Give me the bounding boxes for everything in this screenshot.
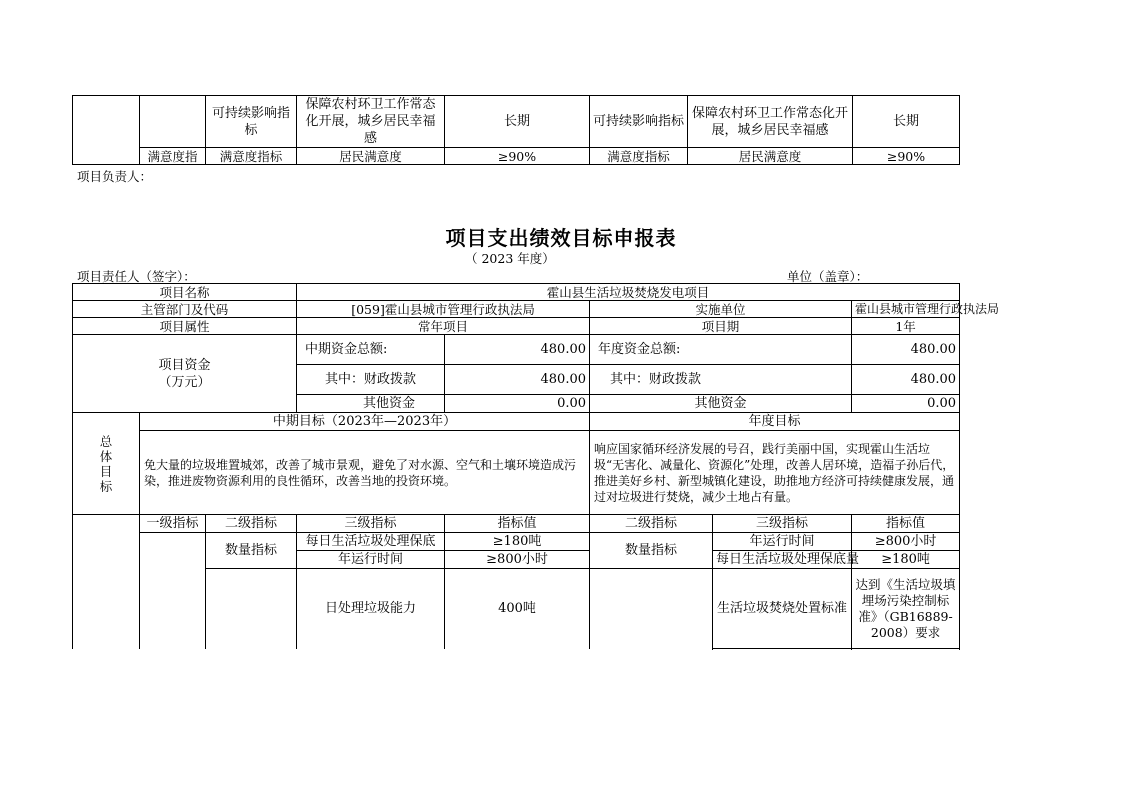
responsible-signature-label: 项目责任人（签字）： <box>77 269 196 284</box>
year-indicator-value: ≥180吨 <box>852 551 960 569</box>
mid-indicator-value: ≥180吨 <box>445 533 590 551</box>
blank-cell <box>590 569 713 649</box>
indicator-level3: 保障农村环卫工作常态化开展，城乡居民幸福感 <box>297 96 445 148</box>
dept-value: [059]霍山县城市管理行政执法局 <box>297 301 590 318</box>
mid-total-value: 480.00 <box>445 335 590 365</box>
project-attr-label: 项目属性 <box>73 318 297 335</box>
overall-char: 总 <box>99 433 113 449</box>
continuation-table <box>72 95 960 165</box>
mid-indicator-name: 每日生活垃圾处理保底 <box>297 533 445 551</box>
project-fund-label <box>73 335 297 413</box>
unit-seal-label: 单位（盖章）： <box>787 269 869 284</box>
year-indicator-value: ≥800小时 <box>852 533 960 551</box>
indicator-level3: 保障农村环卫工作常态化开展，城乡居民幸福感 <box>688 96 853 148</box>
year-other-label: 其他资金 <box>590 395 852 413</box>
header-value-year: 指标值 <box>852 515 960 533</box>
year-goal-text: 响应国家循环经济发展的号召，践行美丽中国，实现霍山生活垃圾“无害化、减量化、资源化”处理，改善人居环境，造福子孙后代，推进美好乡村、新型城镇化建设，助推地方经济可持续健康发展，通过对垃圾进行焚烧，减少土地占有量。 <box>590 431 960 515</box>
mid-other-label: 其他资金 <box>297 395 445 413</box>
header-level3-mid: 三级指标 <box>297 515 445 533</box>
blank-cell <box>73 96 140 148</box>
indicator-value: ≥90% <box>853 148 960 165</box>
year-goal-header: 年度目标 <box>590 413 960 431</box>
project-name-value: 霍山县生活垃圾焚烧发电项目 <box>297 284 960 301</box>
indicator-level2: 满意度指标 <box>590 148 688 165</box>
project-attr-value: 常年项目 <box>297 318 590 335</box>
qty-indicator-year: 数量指标 <box>590 533 713 569</box>
mid-fiscal-value: 480.00 <box>445 365 590 395</box>
page-title: 项目支出绩效目标申报表 <box>445 226 677 250</box>
overall-char: 标 <box>99 478 113 494</box>
indicator-level3: 居民满意度 <box>688 148 853 165</box>
dept-label: 主管部门及代码 <box>73 301 297 318</box>
project-owner-label: 项目负责人： <box>77 169 153 184</box>
year-indicator-name: 年运行时间 <box>713 533 852 551</box>
mid-total-label: 中期资金总额: <box>297 335 445 365</box>
blank-cell <box>73 148 140 165</box>
overall-char: 体 <box>99 448 113 464</box>
mid-indicator-value: ≥800小时 <box>445 551 590 569</box>
header-level3-year: 三级指标 <box>713 515 852 533</box>
indicator-value: 长期 <box>445 96 590 148</box>
header-level2-year: 二级指标 <box>590 515 713 533</box>
project-period-value: 1年 <box>852 318 960 335</box>
fund-label-unit: （万元） <box>158 374 211 390</box>
blank-cell <box>206 569 297 649</box>
year-other-value: 0.00 <box>852 395 960 413</box>
overall-goal-label <box>73 413 140 515</box>
indicator-value: 长期 <box>853 96 960 148</box>
mid-other-value: 0.00 <box>445 395 590 413</box>
mid-indicator-value: 400吨 <box>445 569 590 649</box>
fund-label-line: 项目资金 <box>158 357 211 373</box>
project-name-label: 项目名称 <box>73 284 297 301</box>
indicator-level2: 可持续影响指标 <box>590 96 688 148</box>
year-total-value: 480.00 <box>852 335 960 365</box>
level1-output-cell <box>140 533 206 649</box>
mid-goal-text: 免大量的垃圾堆置城郊，改善了城市景观，避免了对水源、空气和土壤环境造成污染，推进废物资源利用的良性循环，改善当地的投资环境。 <box>140 431 590 515</box>
project-period-label: 项目期 <box>590 318 852 335</box>
header-value-mid: 指标值 <box>445 515 590 533</box>
indicator-level3: 居民满意度 <box>297 148 445 165</box>
impl-unit-label: 实施单位 <box>590 301 852 318</box>
qty-indicator-mid: 数量指标 <box>206 533 297 569</box>
mid-fiscal-label: 其中：财政拨款 <box>297 365 445 395</box>
performance-indicator-label <box>73 515 140 649</box>
year-label: （ 2023 年度） <box>465 251 555 266</box>
year-indicator-value: 达到《生活垃圾填埋场污染控制标准》（GB16889-2008）要求 <box>852 569 960 649</box>
indicator-level2: 可持续影响指标 <box>206 96 297 148</box>
header-level1: 一级指标 <box>140 515 206 533</box>
impl-unit-value: 霍山县城市管理行政执法局 <box>852 301 960 318</box>
mid-indicator-name: 日处理垃圾能力 <box>297 569 445 649</box>
year-indicator-name: 生活垃圾焚烧处置标准 <box>713 569 852 649</box>
year-fiscal-label: 其中：财政拨款 <box>590 365 852 395</box>
performance-goal-table <box>72 283 1000 649</box>
mid-indicator-name: 年运行时间 <box>297 551 445 569</box>
indicator-value: ≥90% <box>445 148 590 165</box>
overall-char: 目 <box>99 463 113 479</box>
indicator-level1: 满意度指 <box>140 148 206 165</box>
indicator-level2: 满意度指标 <box>206 148 297 165</box>
year-total-label: 年度资金总额: <box>590 335 852 365</box>
mid-goal-header: 中期目标（2023年—2023年） <box>140 413 590 431</box>
header-level2-mid: 二级指标 <box>206 515 297 533</box>
year-indicator-name: 每日生活垃圾处理保底量 <box>713 551 852 569</box>
year-fiscal-value: 480.00 <box>852 365 960 395</box>
blank-cell <box>140 96 206 148</box>
